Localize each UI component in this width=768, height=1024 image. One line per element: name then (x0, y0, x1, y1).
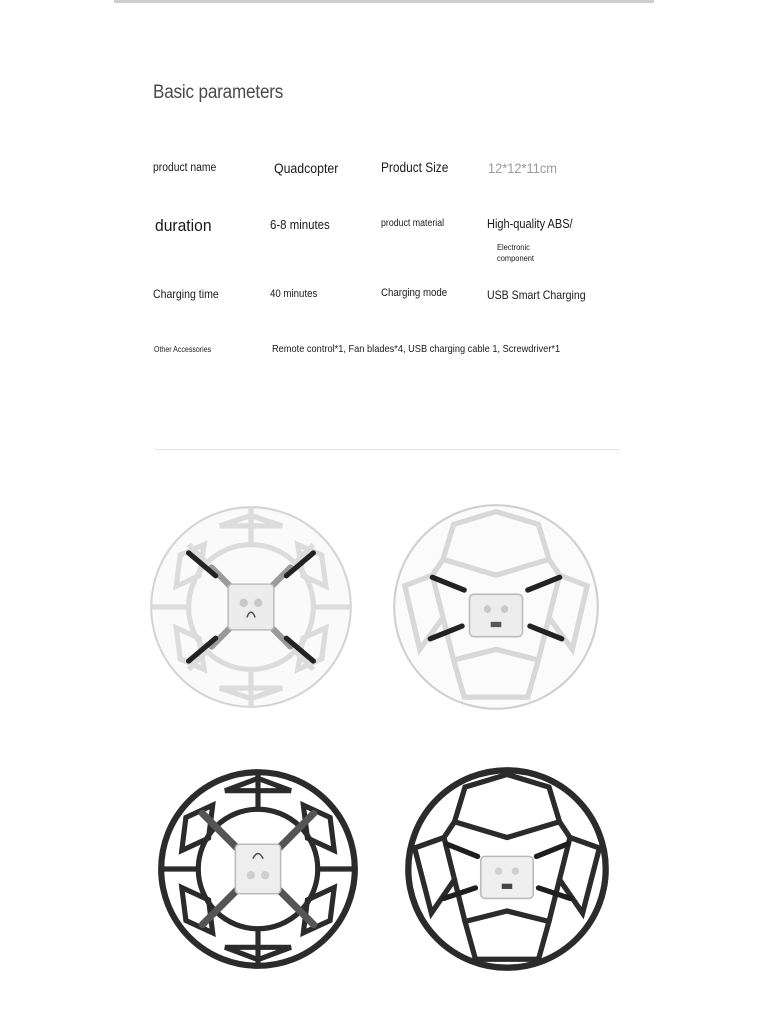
accessories-value: Remote control*1, Fan blades*4, USB charging cable 1, Screwdriver*1 (272, 343, 561, 355)
black-drone-angle-view (402, 764, 612, 974)
white-drone-top-view (147, 503, 355, 711)
charging-time-label: Charging time (153, 287, 219, 301)
duration-value: 6-8 minutes (270, 217, 330, 232)
accessories-label: Other Accessories (154, 345, 212, 354)
material-value-sub-line2: component (497, 253, 535, 263)
charging-time-value: 40 minutes (270, 288, 318, 300)
duration-label: duration (155, 216, 212, 235)
charging-mode-value: USB Smart Charging (487, 288, 586, 302)
top-divider (114, 0, 654, 3)
material-label: product material (381, 218, 445, 229)
white-drone-angle-view (390, 501, 602, 713)
charging-mode-label: Charging mode (381, 287, 448, 299)
material-value: High-quality ABS/ (487, 217, 573, 231)
material-value-sub-line1: Electronic (497, 242, 530, 252)
product-name-label: product name (153, 162, 217, 174)
section-title: Basic parameters (153, 82, 284, 103)
section-divider (155, 449, 620, 450)
product-size-label: Product Size (381, 160, 449, 175)
product-name-value: Quadcopter (274, 160, 339, 176)
product-size-value: 12*12*11cm (488, 161, 557, 176)
material-value-sub (497, 242, 534, 264)
black-drone-top-view (155, 766, 361, 972)
